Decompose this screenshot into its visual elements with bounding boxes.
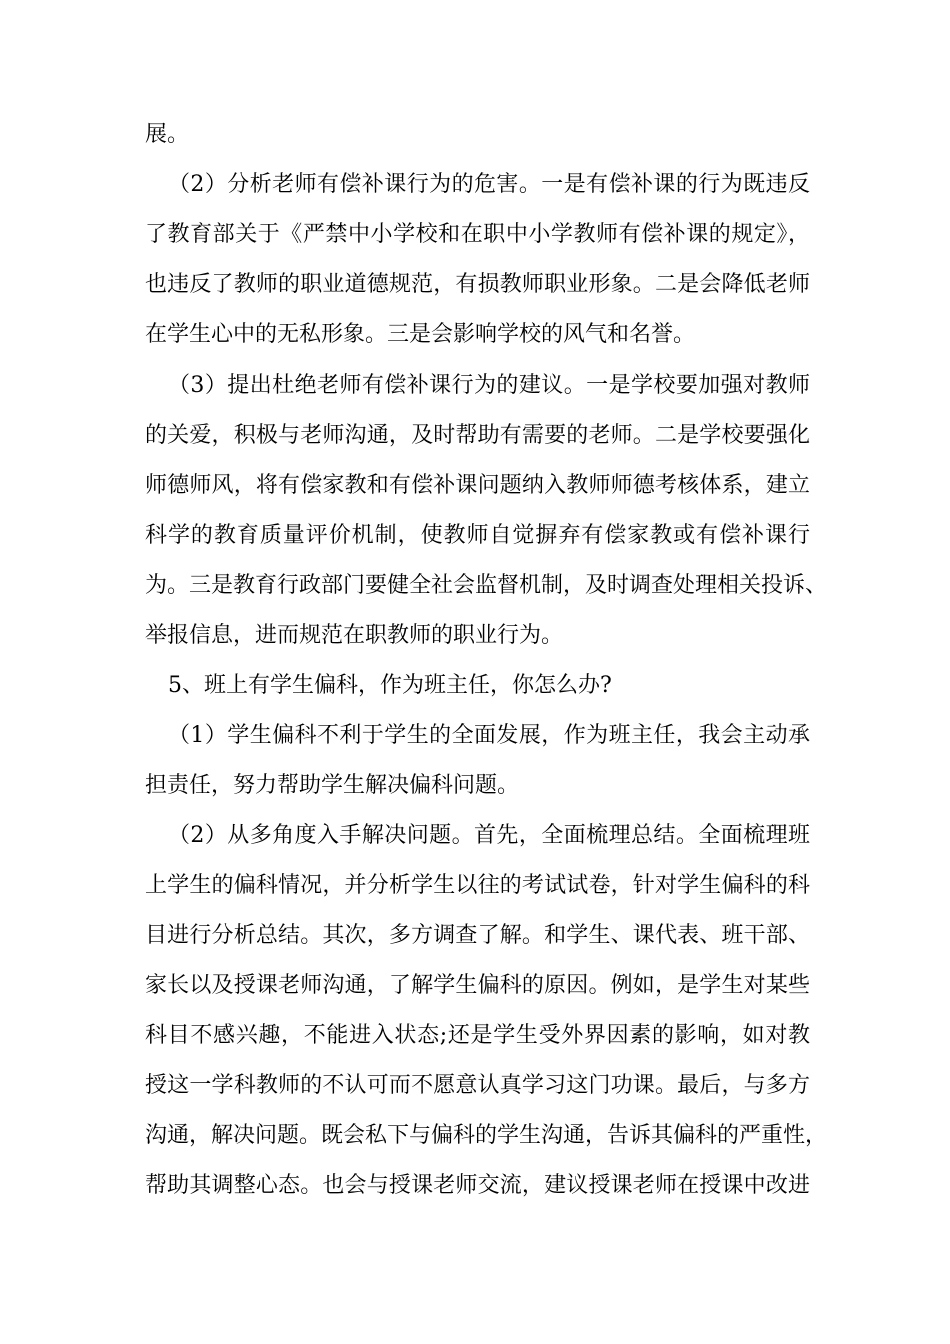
paragraph-line: 科学的教育质量评价机制，使教师自觉摒弃有偿家教或有偿补课行 xyxy=(145,523,810,548)
paragraph-line: 上学生的偏科情况，并分析学生以往的考试试卷，针对学生偏科的科 xyxy=(145,873,810,898)
paragraph-line: 举报信息，进而规范在职教师的职业行为。 xyxy=(145,623,564,648)
paragraph-line: （1）学生偏科不利于学生的全面发展，作为班主任，我会主动承 xyxy=(168,723,810,748)
paragraph-line: 目进行分析总结。其次，多方调查了解。和学生、课代表、班干部、 xyxy=(145,923,810,948)
paragraph-line: 帮助其调整心态。也会与授课老师交流，建议授课老师在授课中改进 xyxy=(145,1173,810,1198)
paragraph-line: 在学生心中的无私形象。三是会影响学校的风气和名誉。 xyxy=(145,322,696,347)
paragraph-line: 了教育部关于《严禁中小学校和在职中小学教师有偿补课的规定》， xyxy=(145,222,810,247)
paragraph-line: 为。三是教育行政部门要健全社会监督机制，及时调查处理相关投诉、 xyxy=(145,573,828,598)
paragraph-line: 师德师风，将有偿家教和有偿补课问题纳入教师师德考核体系，建立 xyxy=(145,473,810,498)
paragraph-line: 科目不感兴趣，不能进入状态;还是学生受外界因素的影响，如对教 xyxy=(145,1023,810,1048)
question-heading: 5、班上有学生偏科，作为班主任，你怎么办? xyxy=(168,673,612,698)
paragraph-line: 的关爱，积极与老师沟通，及时帮助有需要的老师。二是学校要强化 xyxy=(145,423,810,448)
paragraph-line: （2）从多角度入手解决问题。首先，全面梳理总结。全面梳理班 xyxy=(168,823,810,848)
paragraph-line: 家长以及授课老师沟通，了解学生偏科的原因。例如，是学生对某些 xyxy=(145,973,810,998)
paragraph-line: 担责任，努力帮助学生解决偏科问题。 xyxy=(145,773,520,798)
paragraph-line: 沟通，解决问题。既会私下与偏科的学生沟通，告诉其偏科的严重性， xyxy=(145,1123,828,1148)
paragraph-line: 授这一学科教师的不认可而不愿意认真学习这门功课。最后，与多方 xyxy=(145,1073,810,1098)
paragraph-line: （2）分析老师有偿补课行为的危害。一是有偿补课的行为既违反 xyxy=(168,172,810,197)
paragraph-line: 也违反了教师的职业道德规范，有损教师职业形象。二是会降低老师 xyxy=(145,272,810,297)
paragraph-line: （3）提出杜绝老师有偿补课行为的建议。一是学校要加强对教师 xyxy=(168,373,810,398)
text-line: 展。 xyxy=(145,122,190,147)
